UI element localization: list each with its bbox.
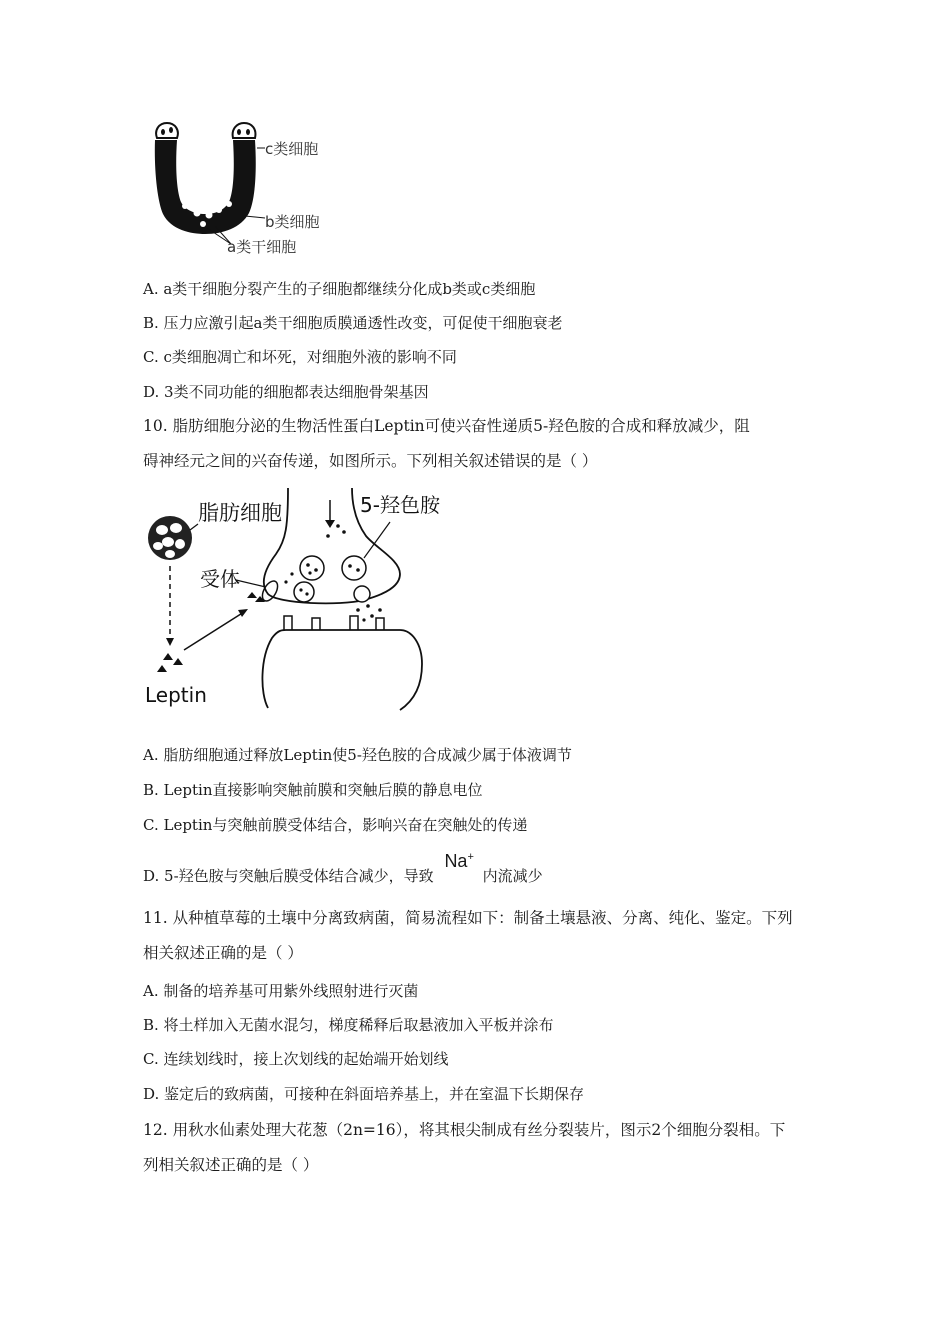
q9-option-a: A. a类干细胞分裂产生的子细胞都继续分化成b类或c类细胞	[143, 280, 536, 298]
q10-option-d-post: 内流减少	[482, 867, 543, 885]
q11-stem-line1: 11. 从种植草莓的土壤中分离致病菌，简易流程如下：制备土壤悬液、分离、纯化、鉴定。下列	[143, 909, 793, 927]
sodium-charge: +	[467, 851, 474, 863]
label-a-stem-cell: a类干细胞	[227, 238, 297, 256]
label-leptin: Leptin	[145, 683, 207, 707]
q10-option-d	[143, 851, 543, 886]
q10-option-a: A. 脂肪细胞通过释放Leptin使5-羟色胺的合成减少属于体液调节	[143, 746, 572, 764]
q10-stem-line2: 碍神经元之间的兴奋传递，如图所示。下列相关叙述错误的是（ ）	[143, 452, 598, 470]
label-fat-cell: 脂肪细胞	[198, 501, 282, 525]
synapse-figure	[140, 488, 460, 720]
q9-option-c: C. c类细胞凋亡和坏死，对细胞外液的影响不同	[143, 348, 457, 366]
q11-option-a: A. 制备的培养基可用紫外线照射进行灭菌	[143, 982, 419, 1000]
q10-option-d-pre: D. 5-羟色胺与突触后膜受体结合减少，导致	[143, 867, 434, 885]
fat-cell-cluster	[148, 516, 192, 560]
sodium-ion	[444, 851, 473, 871]
q12-stem-line2: 列相关叙述正确的是（ ）	[143, 1156, 319, 1174]
sodium-symbol: Na	[444, 851, 468, 871]
q10-option-b: B. Leptin直接影响突触前膜和突触后膜的静息电位	[143, 781, 483, 799]
crypt-figure	[145, 118, 345, 263]
label-receptor: 受体	[200, 567, 240, 591]
q12-stem-line1: 12. 用秋水仙素处理大花葱（2n=16），将其根尖制成有丝分裂装片，图示2个细胞分裂相。下	[143, 1121, 786, 1139]
q9-option-d: D. 3类不同功能的细胞都表达细胞骨架基因	[143, 383, 429, 401]
q9-option-b: B. 压力应激引起a类干细胞质膜通透性改变，可促使干细胞衰老	[143, 314, 563, 332]
label-b-cell: b类细胞	[265, 213, 320, 231]
label-c-cell: c类细胞	[265, 140, 319, 158]
q11-option-d: D. 鉴定后的致病菌，可接种在斜面培养基上，并在室温下长期保存	[143, 1085, 585, 1103]
q11-stem-line2: 相关叙述正确的是（ ）	[143, 944, 303, 962]
q11-option-b: B. 将土样加入无菌水混匀，梯度稀释后取悬液加入平板并涂布	[143, 1016, 554, 1034]
q11-option-c: C. 连续划线时，接上次划线的起始端开始划线	[143, 1050, 449, 1068]
q10-option-c: C. Leptin与突触前膜受体结合，影响兴奋在突触处的传递	[143, 816, 528, 834]
q10-stem-line1: 10. 脂肪细胞分泌的生物活性蛋白Leptin可使兴奋性递质5-羟色胺的合成和释放减少，阻	[143, 417, 750, 435]
label-serotonin: 5-羟色胺	[360, 493, 440, 517]
